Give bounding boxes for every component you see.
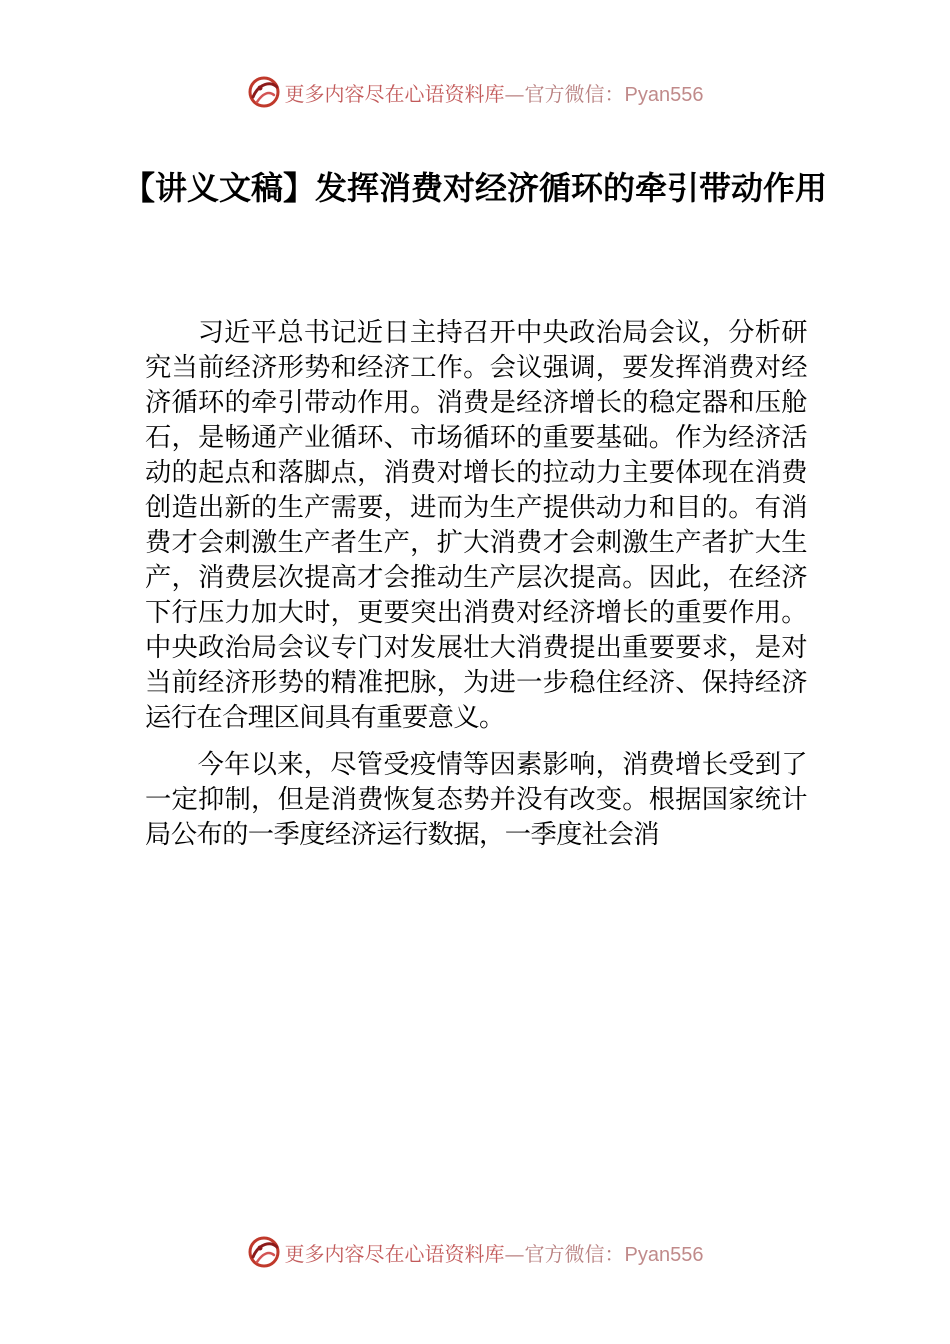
paragraph-2: 今年以来，尽管受疫情等因素影响，消费增长受到了一定抑制，但是消费恢复态势并没有改变。根据国家统计局公布的一季度经济运行数据，一季度社会消 [145, 750, 807, 850]
paragraph-1: 习近平总书记近日主持召开中央政治局会议，分析研究当前经济形势和经济工作。会议强调，要发挥消费对经济循环的牵引带动作用。消费是经济增长的稳定器和压舱石，是畅通产业循环、市场循环的重要基础。作为经济活动的起点和落脚点，消费对增长的拉动力主要体现在消费创造出新的生产需要，进而为生产提供动力和目的。有消费才会刺激生产者生产，扩大消费才会刺激生产者扩大生产，消费层次提高才会推动生产层次提高。因此，在经济下行压力加大时，更要突出消费对经济增长的重要作用。中央政治局会议专门对发展壮大消费提出重要要求，是对当前经济形势的精准把脉，为进一步稳住经济、保持经济运行在合理区间具有重要意义。 [145, 318, 807, 733]
header-banner [0, 72, 950, 112]
document-title: 【讲义文稿】发挥消费对经济循环的牵引带动作用 [122, 169, 827, 207]
red-swirl-logo-icon [247, 1235, 281, 1269]
header-site-name: 更多内容尽在心语资料库 [284, 81, 505, 106]
footer-wechat-handle: Pyan556 [624, 1243, 704, 1266]
footer-banner [0, 1232, 950, 1272]
footer-banner-text [285, 1238, 704, 1267]
footer-site-name: 更多内容尽在心语资料库 [284, 1241, 505, 1266]
document-body [145, 316, 807, 865]
header-contact-label: 官方微信： [524, 81, 625, 106]
footer-separator: — [504, 1241, 525, 1266]
header-banner-text [285, 78, 704, 107]
red-swirl-logo-icon [247, 75, 281, 109]
footer-contact-label: 官方微信： [524, 1241, 625, 1266]
header-wechat-handle: Pyan556 [624, 83, 704, 106]
header-separator: — [504, 81, 525, 106]
